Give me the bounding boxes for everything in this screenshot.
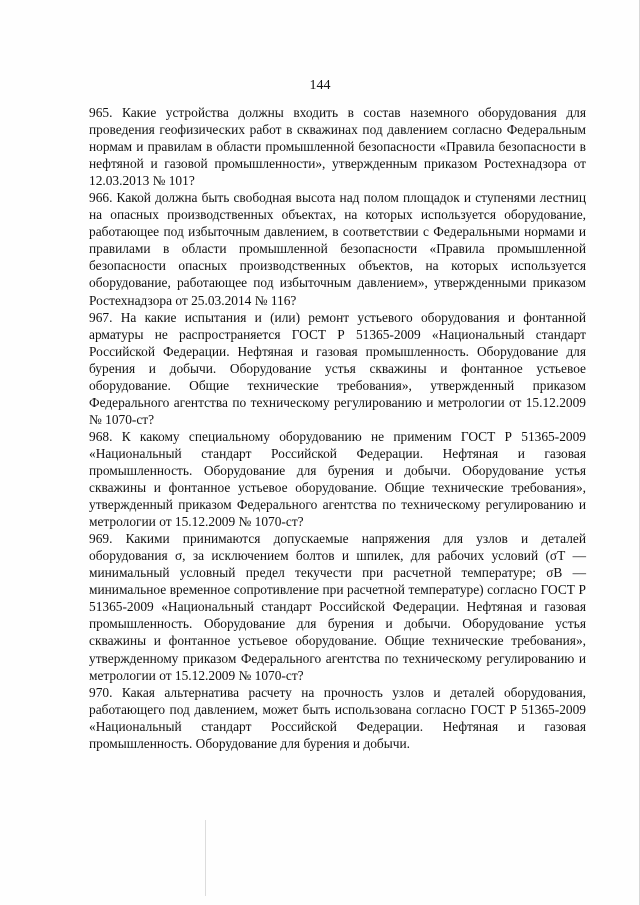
question-970: 970. Какая альтернатива расчету на прочность узлов и деталей оборудования, работающего под давлением, может быть использована согласно ГОСТ Р 51365-2009 «Национальный стандарт Российской Федерации. Нефтяная и газовая промышленность. Оборудование для бурения и добычи.: [89, 684, 586, 751]
scan-artifact-line: [205, 820, 206, 896]
questions-list: [89, 104, 586, 752]
page-number: 144: [309, 78, 331, 93]
question-966: 966. Какой должна быть свободная высота над полом площадок и ступенями лестниц на опасных производственных объектах, на которых используется оборудование, работающее под избыточным давлением, в соответствии с Федеральными нормами и правилами в области промышленной безопасности «Правила промышленной безопасности опасных производственных объектов, на которых используется оборудование, работающее под избыточным давлением», утвержденными приказом Ростехнадзора от 25.03.2014 № 116?: [89, 190, 586, 308]
question-969: 969. Какими принимаются допускаемые напряжения для узлов и деталей оборудования σ, за исключением болтов и шпилек, для рабочих условий (σТ — минимальный условный предел текучести при расчетной температуре; σВ — минимальное временное сопротивление при расчетной температуре) согласно ГОСТ Р 51365-2009 «Национальный стандарт Российской Федерации. Нефтяная и газовая промышленность. Оборудование для бурения и добычи. Оборудование устья скважины и фонтанное устьевое оборудование. Общие технические требования», утвержденному приказом Федерального агентства по техническому регулированию и метрологии от 15.12.2009 № 1070-ст?: [89, 531, 586, 683]
question-965: 965. Какие устройства должны входить в состав наземного оборудования для проведения геофизических работ в скважинах под давлением согласно Федеральным нормам и правилам в области промышленной безопасности «Правила безопасности в нефтяной и газовой промышленности», утвержденным приказом Ростехнадзора от 12.03.2013 № 101?: [89, 105, 586, 189]
question-968: 968. К какому специальному оборудованию не применим ГОСТ Р 51365-2009 «Национальный стандарт Российской Федерации. Нефтяная и газовая промышленность. Оборудование для бурения и добычи. Оборудование устья скважины и фонтанное устьевое оборудование. Общие технические требования», утвержденный приказом Федерального агентства по техническому регулированию и метрологии от 15.12.2009 № 1070-ст?: [89, 428, 586, 530]
question-967: 967. На какие испытания и (или) ремонт устьевого оборудования и фонтанной арматуры не распространяется ГОСТ Р 51365-2009 «Национальный стандарт Российской Федерации. Нефтяная и газовая промышленность. Оборудование для бурения и добычи. Оборудование устья скважины и фонтанное устьевое оборудование. Общие технические требования», утвержденный приказом Федерального агентства по техническому регулированию и метрологии от 15.12.2009 № 1070-ст?: [89, 309, 586, 427]
